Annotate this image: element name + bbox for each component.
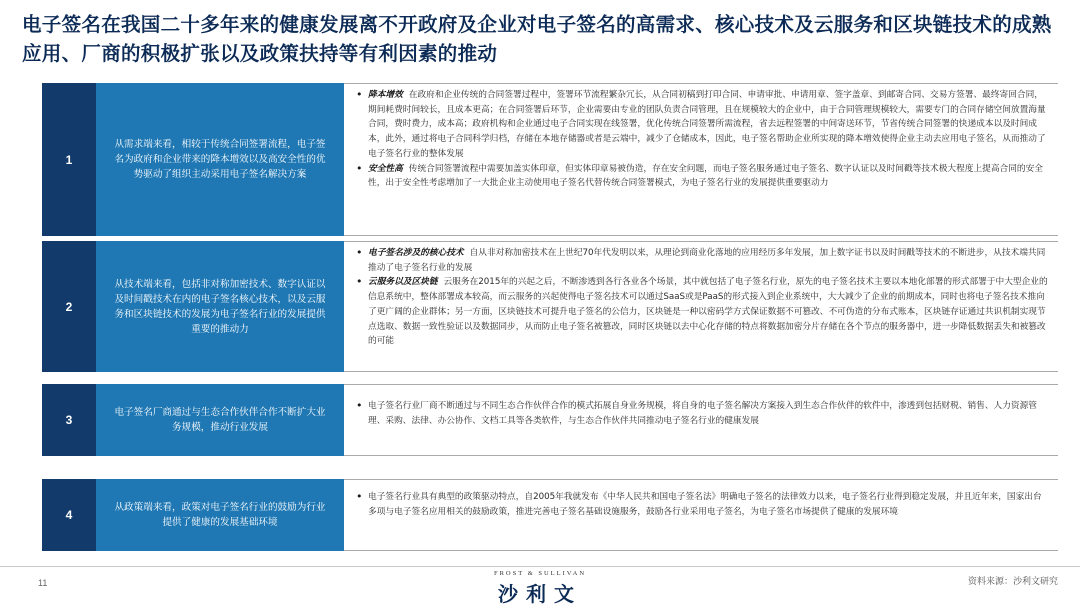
logo-subtitle: FROST & SULLIVAN: [493, 570, 587, 577]
row-number: 2: [42, 241, 96, 372]
bullet-text: 云服务在2015年的兴起之后，不断渗透到各行各业各个场景，其中就包括了电子签名行业，原先的电子签名技术主要以本地化部署的形式部署于中大型企业的信息系统中，整体部署成本较高，而云服务的兴起使得电子签名技术可以通过SaaS或是PaaS的形式接入到企业系统中，大大减少了企业的前期成本，同时也将电子签名技术推向了更广阔的企业群体；另一方面，区块链技术可提升电子签名的公信力，区块链是一种以密码学方式保证数据不可篡改、不可伪造的分布式账本，区块链存证通过共识机制实现节点选取、数据一致性验证以及数据同步，从而防止电子签名被篡改，同时区块链以去中心化存储的特点将数据加密分片存储在各个节点的服务器中，进一步降低数据丢失和被篡改的可能: [368, 277, 1048, 347]
detail-bullet: [352, 246, 1050, 275]
bullet-lead: 电子签名涉及的核心技术: [368, 248, 464, 258]
driver-row-1: [42, 83, 1058, 236]
page-number: 11: [38, 578, 48, 588]
driver-row-3: [42, 384, 1058, 456]
bullet-text: 传统合同签署流程中需要加盖实体印章，但实体印章易被伪造，存在安全问题，而电子签名服务通过电子签名、数字认证以及时间戳等技术极大程度上提高合同的安全性，出于安全性考虑增加了一大批企业主动使用电子签名代替传统合同签署模式，为电子签名行业的发展提供重要驱动力: [368, 163, 1043, 189]
detail-bullet: [352, 88, 1050, 162]
company-logo: 沙利文: [498, 582, 582, 606]
bullet-text: 电子签名行业厂商不断通过与不同生态合作伙伴合作的模式拓展自身业务规模，将自身的电子签名解决方案接入到生态合作伙伴的软件中，渗透到包括财税、销售、人力资源管理、采购、法律、办公协作、文档工具等各类软件，与生态合作伙伴共同推动电子签名行业的健康发展: [368, 401, 1037, 426]
row-detail: [344, 384, 1058, 456]
bullet-text: 自从非对称加密技术在上世纪70年代发明以来，从理论到商业化落地的应用经历多年发展，加上数字证书以及时间戳等技术的不断进步，从技术端共同推动了电子签名行业的发展: [368, 248, 1046, 273]
bullet-lead: 云服务以及区块链: [368, 277, 438, 288]
row-number: 4: [42, 479, 96, 551]
source-note: 资料来源：沙利文研究: [967, 577, 1058, 587]
bullet-lead: 安全性高: [368, 163, 403, 174]
row-summary: 从需求端来看，相较于传统合同签署流程，电子签名为政府和企业带来的降本增效以及高安全性的优势驱动了组织主动采用电子签名解决方案: [96, 83, 344, 236]
row-number: 3: [42, 384, 96, 456]
bullet-text: 电子签名行业具有典型的政策驱动特点，自2005年我就发布《中华人民共和国电子签名法》明确电子签名的法律效力以来，电子签名行业得到稳定发展，并且近年来，国家出台多项与电子签名应用相关的鼓励政策，推进完善电子签名基础设施服务，鼓励各行业采用电子签名，为电子签名市场提供了健康的发展环境: [368, 492, 1042, 517]
row-summary: 电子签名厂商通过与生态合作伙伴合作不断扩大业务规模，推动行业发展: [96, 384, 344, 456]
row-detail: [344, 479, 1058, 551]
row-detail: [344, 83, 1058, 236]
row-summary: 从技术端来看，包括非对称加密技术、数字认证以及时间戳技术在内的电子签名核心技术，以及云服务和区块链技术的发展为电子签名行业的发展提供重要的推动力: [96, 241, 344, 372]
page-title: 电子签名在我国二十多年来的健康发展离不开政府及企业对电子签名的高需求、核心技术及云服务和区块链技术的成熟应用、厂商的积极扩张以及政策扶持等有利因素的推动: [22, 13, 1052, 65]
detail-bullet: [352, 162, 1050, 191]
row-summary: 从政策端来看，政策对电子签名行业的鼓励为行业提供了健康的发展基础环境: [96, 479, 344, 551]
driver-row-2: [42, 241, 1058, 372]
driver-row-4: [42, 479, 1058, 551]
detail-bullet: [352, 399, 1050, 428]
row-number: 1: [42, 83, 96, 236]
row-detail: [344, 241, 1058, 372]
detail-bullet: [352, 490, 1050, 519]
detail-bullet: [352, 275, 1050, 349]
footer-divider: [0, 566, 1080, 567]
bullet-lead: 降本增效: [368, 90, 403, 100]
bullet-text: 在政府和企业传统的合同签署过程中，签署环节流程繁杂冗长，从合同初稿到打印合同、申请审批、申请用章、签字盖章、到邮寄合同、交易方签署、最终寄回合同，期间耗费时间较长，且成本更高；在合同签署后环节，企业需要由专业的团队负责合同管理，且在规模较大的企业中，由于合同管理规模较大，需要专门的合同存储空间放置海量合同，费时费力，成本高；政府机构和企业通过电子合同实现在线签署，优化传统合同签署所需流程，省去远程签署的中间寄送环节，节省传统合同签署的快递成本以及时间成本，此外，通过将电子合同科学归档，存储在本地存储器或者是云端中，减少了仓储成本，因此，电子签名帮助企业所实现的降本增效使得企业主动去应用电子签名，从而推动了电子签名行业的整体发展: [368, 90, 1046, 159]
